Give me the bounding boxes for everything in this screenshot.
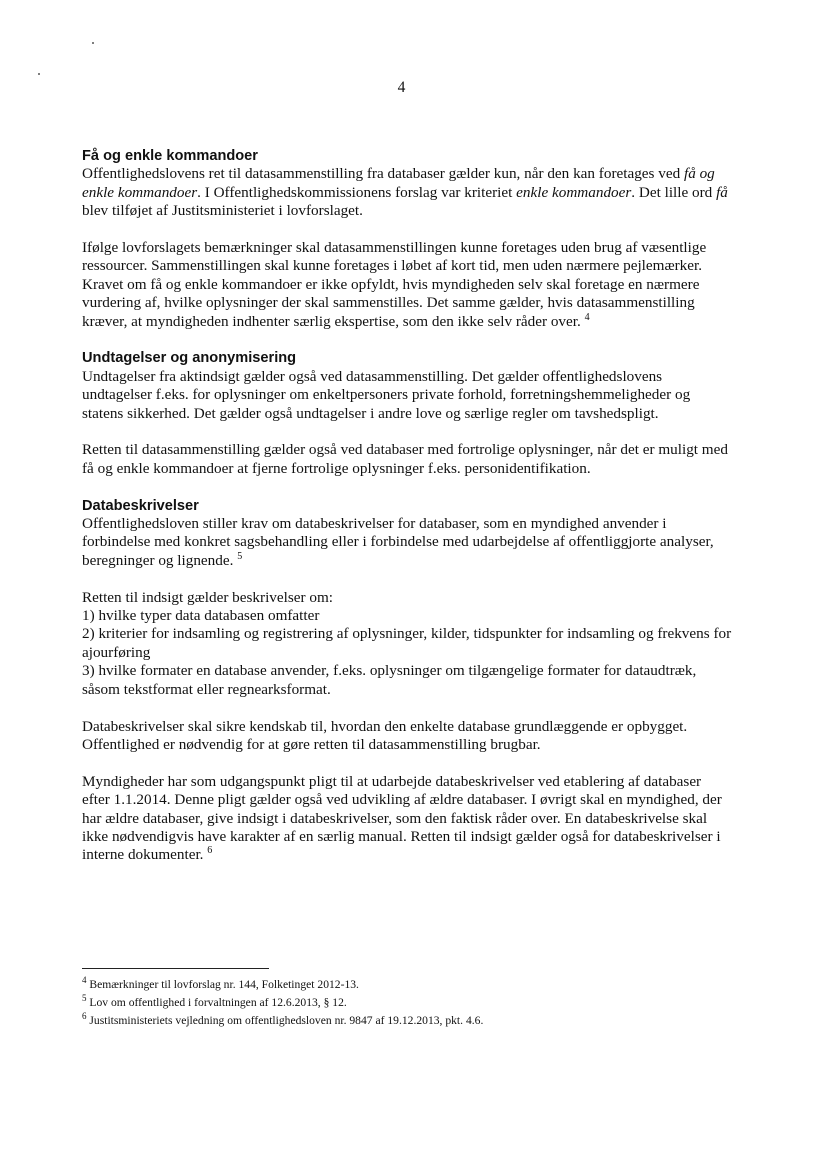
- text-run: blev tilføjet af Justitsministeriet i lovforslaget.: [82, 202, 363, 220]
- text-run: . Det lille ord: [631, 183, 717, 201]
- paragraph: [82, 239, 732, 331]
- paragraph: [82, 441, 732, 478]
- footnote: [82, 976, 762, 994]
- scan-speck: [38, 73, 40, 75]
- body-text: [82, 147, 732, 883]
- footnote-separator: [82, 968, 269, 969]
- text-run: Offentlighedsloven stiller krav om databeskrivelser for databaser, som en myndighed anvender i forbindelse med konkret sagsbehandling eller i forbindelse med udarbejdelse af offentliggjorte analyser, beregninger og lignende.: [82, 515, 714, 569]
- paragraph: [82, 165, 732, 220]
- text-run: Myndigheder har som udgangspunkt pligt til at udarbejde databeskrivelser ved etablering af databaser efter 1.1.2014. Denne pligt gælder også ved udvikling af ældre databaser. I øvrigt skal en myndighed, der har ældre databaser, give indsigt i databeskrivelser, som den faktisk råder over. En databeskrivelse skal ikke nødvendigvis have karakter af en særlig manual. Retten til indsigt gælder også for databeskrivelser i interne dokumenter.: [82, 772, 722, 864]
- scan-speck: [92, 42, 94, 44]
- list-item: 3) hvilke formater en database anvender, f.eks. oplysninger om tilgængelige formater for dataudtræk, såsom tekstformat eller regnearksformat.: [82, 662, 697, 698]
- paragraph: [82, 718, 732, 755]
- text-run: . I Offentlighedskommissionens forslag var kriteriet: [197, 183, 517, 201]
- paragraph: [82, 368, 732, 423]
- footnote-number: 6: [82, 1011, 87, 1021]
- text-run: Undtagelser fra aktindsigt gælder også ved datasammenstilling. Det gælder offentlighedslovens undtagelser f.eks. for oplysninger om enkeltpersoners private forhold, forretningshemmeligheder og statens sikkerhed. Det gælder også undtagelser i andre love og særlige regler om tavshedspligt.: [82, 367, 691, 422]
- section-heading: Databeskrivelser: [82, 497, 199, 514]
- footnote-ref: 4: [584, 311, 590, 323]
- numbered-list: [82, 607, 732, 699]
- text-run: Offentlighedslovens ret til datasammenstilling fra databaser gælder kun, når den kan foretages ved: [82, 165, 684, 183]
- list-item: 1) hvilke typer data databasen omfatter: [82, 607, 320, 625]
- footnote-number: 5: [82, 993, 87, 1003]
- footnote-text: Lov om offentlighed i forvaltningen af 12.6.2013, § 12.: [89, 996, 347, 1009]
- section-databeskrivelser: [82, 497, 732, 865]
- footnote-ref: 6: [207, 845, 213, 857]
- footnote-number: 4: [82, 975, 87, 985]
- italic-text: få og enkle kommandoer: [82, 165, 715, 201]
- list-intro: Retten til indsigt gælder beskrivelser om:: [82, 588, 333, 606]
- paragraph: [82, 773, 732, 865]
- list-item: 2) kriterier for indsamling og registrering af oplysninger, kilder, tidspunkter for indsamling og frekvens for ajourføring: [82, 625, 732, 661]
- footnote: [82, 994, 762, 1012]
- italic-text: enkle kommandoer: [516, 183, 632, 201]
- footnote-ref: 5: [237, 550, 243, 562]
- text-run: Retten til datasammenstilling gælder også ved databaser med fortrolige oplysninger, når det er muligt med få og enkle kommandoer at fjerne fortrolige oplysninger f.eks. personidentifikation.: [82, 441, 728, 477]
- footnote-text: Bemærkninger til lovforslag nr. 144, Folketinget 2012-13.: [89, 978, 359, 991]
- text-run: Ifølge lovforslagets bemærkninger skal datasammenstillingen kunne foretages uden brug af væsentlige ressourcer. Sammenstillingen skal kunne foretages i løbet af kort tid, men uden nærmere pejlemærker. Kravet om få og enkle kommandoer er ikke opfyldt, hvis myndigheden selv skal foretage en nærmere vurdering af, hvilke oplysninger der skal sammenstilles. Det samme gælder, hvis datasammenstilling kræver, at myndigheden indhenter særlig ekspertise, som den ikke selv råder over.: [82, 239, 707, 330]
- section-heading: Få og enkle kommandoer: [82, 148, 258, 164]
- page-number: 4: [397, 79, 406, 96]
- section-faa-og-enkle-kommandoer: [82, 147, 732, 331]
- footnotes: [82, 976, 762, 1030]
- paragraph: [82, 515, 732, 570]
- footnote: [82, 1012, 762, 1030]
- footnote-text: Justitsministeriets vejledning om offentlighedsloven nr. 9847 af 19.12.2013, pkt. 4.6.: [89, 1014, 484, 1027]
- section-undtagelser-og-anonymisering: [82, 349, 732, 478]
- section-heading: Undtagelser og anonymisering: [82, 350, 297, 367]
- text-run: Databeskrivelser skal sikre kendskab til, hvordan den enkelte database grundlæggende er opbygget. Offentlighed er nødvendig for at gøre retten til datasammenstilling brugbar.: [82, 717, 688, 753]
- italic-text: få: [716, 183, 728, 201]
